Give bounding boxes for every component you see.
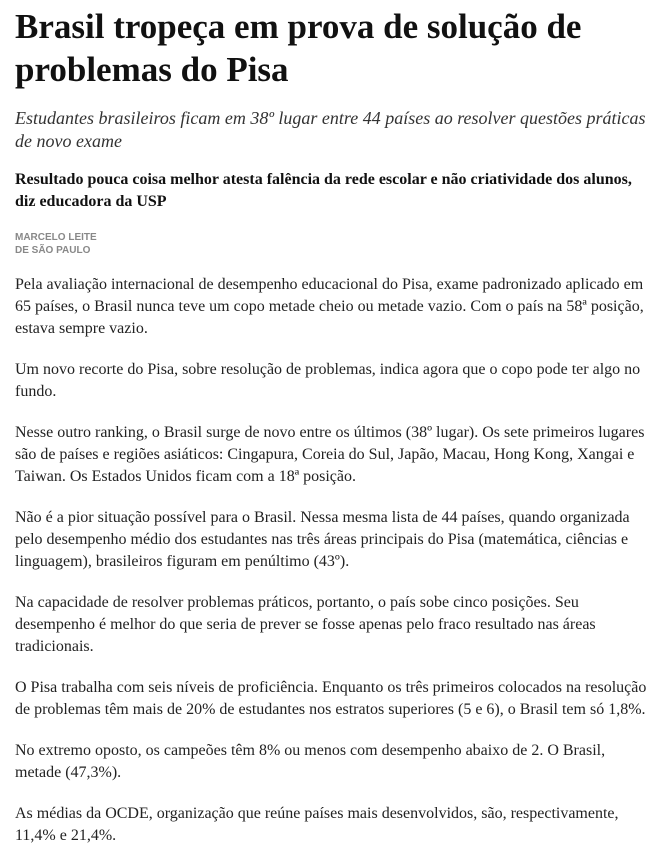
body-paragraph: O Pisa trabalha com seis níveis de proficiência. Enquanto os três primeiros colocados na resolução de problemas têm mais de 20% de estudantes nos estratos superiores (5 e 6), o Brasil tem só 1,8%. xyxy=(15,679,647,718)
body-paragraph: Não é a pior situação possível para o Brasil. Nessa mesma lista de 44 países, quando organizada pelo desempenho médio dos estudantes nas três áreas principais do Pisa (matemática, ciências e linguagem), brasileiros figuram em penúltimo (43º). xyxy=(15,509,630,570)
article-body xyxy=(15,274,655,847)
lead: Resultado pouca coisa melhor atesta falência da rede escolar e não criatividade dos alunos, diz educadora da USP xyxy=(15,171,632,210)
body-paragraph: Nesse outro ranking, o Brasil surge de novo entre os últimos (38º lugar). Os sete primeiros lugares são de países e regiões asiáticos: Cingapura, Coreia do Sul, Japão, Macau, Hong Kong, Xangai e Taiwan. Os Estados Unidos ficam com a 18ª posição. xyxy=(15,424,645,485)
byline xyxy=(15,231,655,257)
author-location: DE SÃO PAULO xyxy=(15,245,91,256)
body-paragraph: Pela avaliação internacional de desempenho educacional do Pisa, exame padronizado aplicado em 65 países, o Brasil nunca teve um copo metade cheio ou metade vazio. Com o país na 58ª posição, estava sempre vazio. xyxy=(15,276,644,337)
body-paragraph: Um novo recorte do Pisa, sobre resolução de problemas, indica agora que o copo pode ter algo no fundo. xyxy=(15,361,641,400)
subtitle: Estudantes brasileiros ficam em 38º lugar entre 44 países ao resolver questões práticas de novo exame xyxy=(15,108,646,151)
article xyxy=(15,0,655,866)
body-paragraph: As médias da OCDE, organização que reúne países mais desenvolvidos, são, respectivamente, 11,4% e 21,4%. xyxy=(15,805,619,844)
body-paragraph: No extremo oposto, os campeões têm 8% ou menos com desempenho abaixo de 2. O Brasil, metade (47,3%). xyxy=(15,742,606,781)
body-paragraph: Na capacidade de resolver problemas práticos, portanto, o país sobe cinco posições. Seu desempenho é melhor do que seria de prever se fosse apenas pelo fraco resultado nas áreas tradicionais. xyxy=(15,594,596,655)
headline: Brasil tropeça em prova de solução de problemas do Pisa xyxy=(15,7,582,89)
author-name: MARCELO LEITE xyxy=(15,232,97,243)
